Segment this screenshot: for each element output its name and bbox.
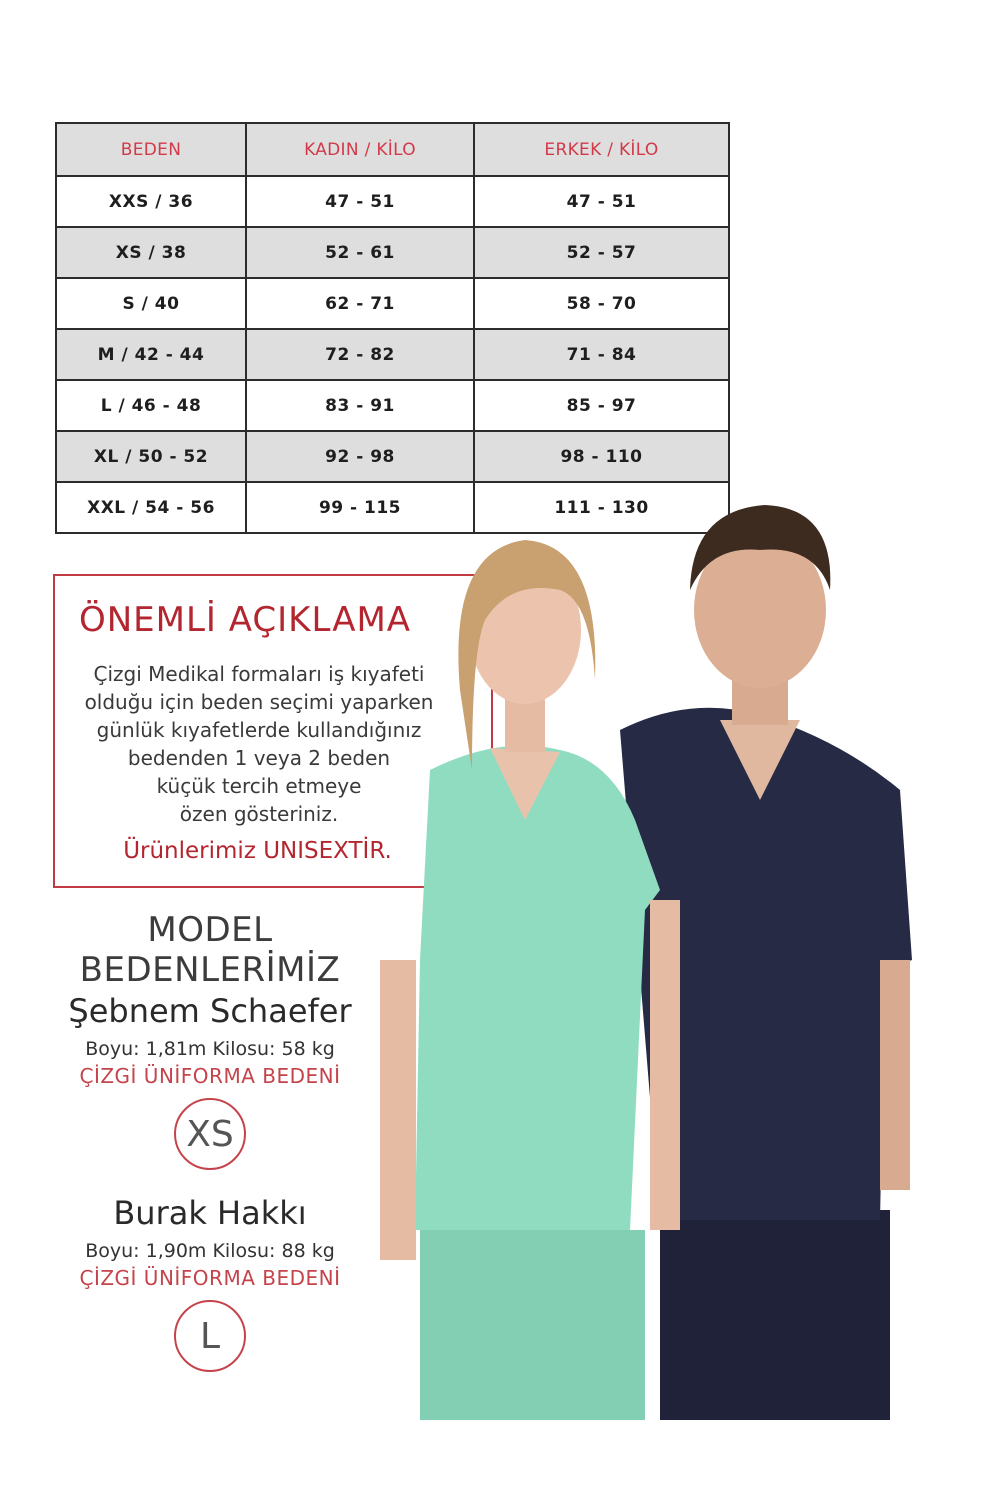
note-line: bedenden 1 veya 2 beden [127,746,391,770]
cell-kadin: 83 - 91 [246,380,474,431]
cell-erkek: 58 - 70 [474,278,729,329]
unisex-note: Ürünlerimiz UNISEXTİR. [123,838,392,864]
cell-kadin: 47 - 51 [246,176,474,227]
cell-size: XXL / 54 - 56 [56,482,246,533]
cell-size: S / 40 [56,278,246,329]
female-model-name: Şebnem Schaefer [68,992,352,1030]
male-uniform-label: ÇİZGİ ÜNİFORMA BEDENİ [79,1266,341,1290]
cell-erkek: 111 - 130 [474,482,729,533]
table-row [56,227,729,278]
cell-size: XXS / 36 [56,176,246,227]
model-title-line2: BEDENLERİMİZ [79,950,341,990]
cell-kadin: 72 - 82 [246,329,474,380]
header-beden: BEDEN [56,123,246,176]
note-line: günlük kıyafetlerde kullandığınız [96,718,422,742]
female-model-figure [380,540,680,1420]
cell-erkek: 52 - 57 [474,227,729,278]
male-size-badge: L [174,1300,246,1372]
cell-erkek: 98 - 110 [474,431,729,482]
model-sizes-female [40,910,380,1170]
model-sizes-male [40,1192,380,1372]
size-table [55,122,730,534]
female-model-stats: Boyu: 1,81m Kilosu: 58 kg [85,1038,335,1060]
cell-kadin: 92 - 98 [246,431,474,482]
note-line: olduğu için beden seçimi yaparken [84,690,434,714]
female-uniform-label: ÇİZGİ ÜNİFORMA BEDENİ [79,1064,341,1088]
cell-size: XL / 50 - 52 [56,431,246,482]
cell-erkek: 85 - 97 [474,380,729,431]
models-photo [360,490,920,1420]
cell-kadin: 62 - 71 [246,278,474,329]
table-row [56,176,729,227]
header-erkek-kilo: ERKEK / KİLO [474,123,729,176]
cell-erkek: 47 - 51 [474,176,729,227]
note-line: özen gösteriniz. [179,802,339,826]
cell-erkek: 71 - 84 [474,329,729,380]
cell-size: L / 46 - 48 [56,380,246,431]
male-model-name: Burak Hakkı [113,1194,307,1232]
note-line: Çizgi Medikal formaları iş kıyafeti [93,662,425,686]
table-header-row [56,123,729,176]
cell-kadin: 99 - 115 [246,482,474,533]
female-size-badge: XS [174,1098,246,1170]
cell-size: XS / 38 [56,227,246,278]
table-row [56,431,729,482]
model-title-line1: MODEL [147,910,273,950]
header-kadin-kilo: KADIN / KİLO [246,123,474,176]
cell-kadin: 52 - 61 [246,227,474,278]
note-title: ÖNEMLİ AÇIKLAMA [78,600,412,640]
note-line: küçük tercih etmeye [156,774,362,798]
table-row [56,329,729,380]
cell-size: M / 42 - 44 [56,329,246,380]
male-model-stats: Boyu: 1,90m Kilosu: 88 kg [85,1240,335,1262]
table-row [56,380,729,431]
table-row [56,278,729,329]
